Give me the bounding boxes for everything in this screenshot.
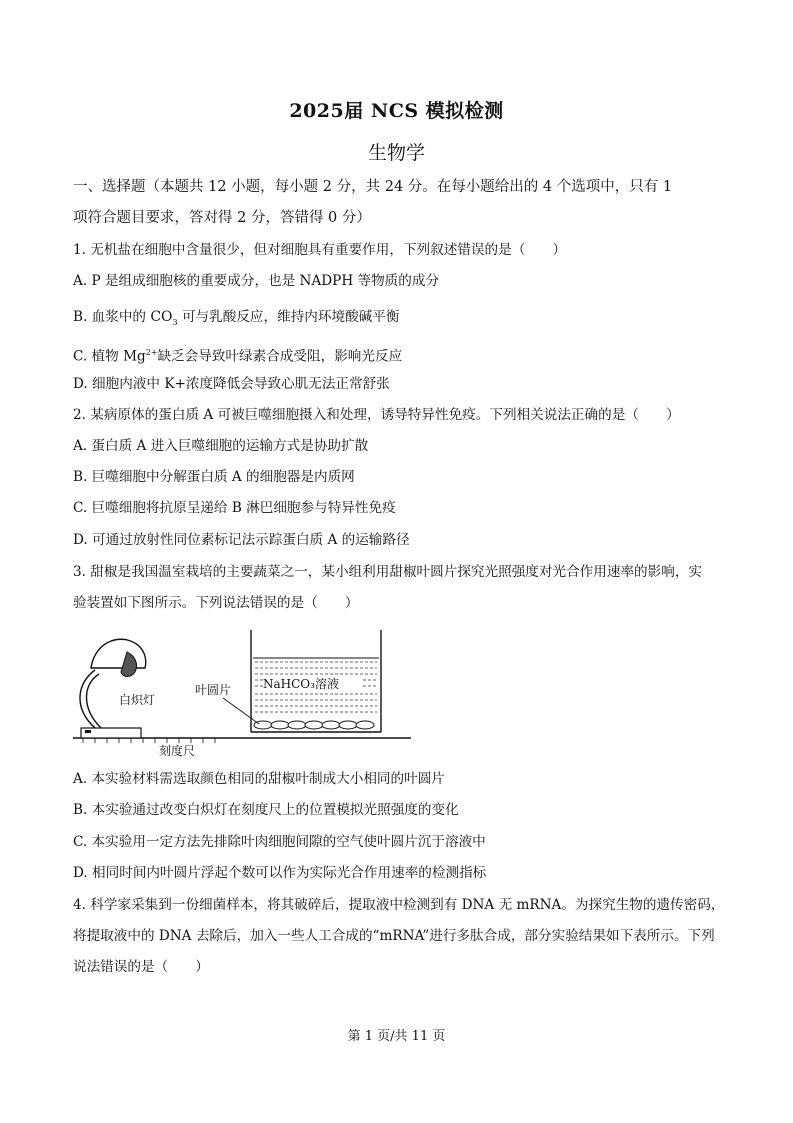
question-4-stem-line1: 4. 科学家采集到一份细菌样本，将其破碎后，提取液中检测到有 DNA 无 mRNA。为探究生物的遗传密码， bbox=[73, 897, 725, 913]
solution-label: NaHCO₃溶液 bbox=[263, 677, 339, 691]
question-2-option-a: A. 蛋白质 A 进入巨噬细胞的运输方式是协助扩散 bbox=[73, 438, 369, 454]
lamp-switch bbox=[85, 730, 91, 733]
option-c-suffix: 缺乏会导致叶绿素合成受阻，影响光反应 bbox=[157, 348, 403, 365]
question-3-option-a: A. 本实验材料需选取颜色相同的甜椒叶制成大小相同的叶圆片 bbox=[73, 771, 445, 787]
question-4-stem-line3: 说法错误的是（ ） bbox=[73, 959, 209, 975]
leaf-discs bbox=[254, 721, 374, 729]
question-3-stem-line2: 验装置如下图所示。下列说法错误的是（ ） bbox=[73, 595, 359, 611]
ruler-label: 刻度尺 bbox=[159, 744, 196, 758]
lamp-label: 白炽灯 bbox=[119, 693, 156, 707]
question-3-option-c: C. 本实验用一定方法先排除叶肉细胞间隙的空气使叶圆片沉于溶液中 bbox=[73, 834, 486, 850]
section-heading-line2: 项符合题目要求，答对得 2 分，答错得 0 分） bbox=[73, 210, 371, 226]
question-1-stem: 1. 无机盐在细胞中含量很少，但对细胞具有重要作用，下列叙述错误的是（ ） bbox=[73, 242, 567, 258]
question-1-option-c bbox=[73, 344, 402, 366]
experiment-figure bbox=[73, 628, 413, 758]
experiment-diagram bbox=[73, 628, 413, 758]
section-heading-line1: 一、选择题（本题共 12 小题，每小题 2 分，共 24 分。在每小题给出的 4 个选项中，只有 1 bbox=[73, 179, 673, 195]
carbonate-formula: CO bbox=[150, 309, 173, 325]
carbonate-ion bbox=[150, 309, 177, 325]
question-2-option-c: C. 巨噬细胞将抗原呈递给 B 淋巴细胞参与特异性免疫 bbox=[73, 500, 396, 516]
question-3-stem-line1: 3. 甜椒是我国温室栽培的主要蔬菜之一，某小组利用甜椒叶圆片探究光照强度对光合作用速率的影响，实 bbox=[73, 564, 703, 580]
question-2-stem: 2. 某病原体的蛋白质 A 可被巨噬细胞摄入和处理，诱导特异性免疫。下列相关说法正确的是（ ） bbox=[73, 407, 680, 423]
lamp-arm-inner bbox=[87, 674, 102, 728]
question-2-option-d: D. 可通过放射性同位素标记法示踪蛋白质 A 的运输路径 bbox=[73, 532, 410, 548]
disc-pointer bbox=[223, 698, 259, 724]
question-1-option-a: A. P 是组成细胞核的重要成分，也是 NADPH 等物质的成分 bbox=[73, 273, 440, 289]
question-3-option-d: D. 相同时间内叶圆片浮起个数可以作为实际光合作用速率的检测指标 bbox=[73, 865, 487, 881]
ruler-ticks bbox=[83, 738, 215, 743]
question-2-option-b: B. 巨噬细胞中分解蛋白质 A 的细胞器是内质网 bbox=[73, 469, 355, 485]
option-c-prefix: C. 植物 Mg bbox=[73, 348, 146, 365]
question-4-stem-line2: 将提取液中的 DNA 去除后，加入一些人工合成的“mRNA”进行多肽合成，部分实验结果如下表所示。下列 bbox=[73, 928, 715, 944]
question-1-option-d: D. 细胞内液中 K+浓度降低会导致心肌无法正常舒张 bbox=[73, 376, 390, 392]
option-b-prefix: B. 血浆中的 bbox=[73, 309, 147, 325]
exam-subject: 生物学 bbox=[367, 142, 425, 164]
question-1-option-b bbox=[73, 308, 399, 332]
lamp-shade bbox=[91, 639, 146, 668]
option-b-suffix: 可与乳酸反应，维持内环境酸碱平衡 bbox=[181, 309, 400, 325]
page-footer: 第 1 页/共 11 页 bbox=[347, 1029, 446, 1044]
carbonate-subscript: 3 bbox=[172, 317, 178, 327]
question-3-option-b: B. 本实验通过改变白炽灯在刻度尺上的位置模拟光照强度的变化 bbox=[73, 802, 459, 818]
disc-label: 叶圆片 bbox=[195, 683, 232, 697]
exam-title: 2025届 NCS 模拟检测 bbox=[289, 100, 504, 122]
magnesium-charge: 2+ bbox=[145, 348, 158, 357]
